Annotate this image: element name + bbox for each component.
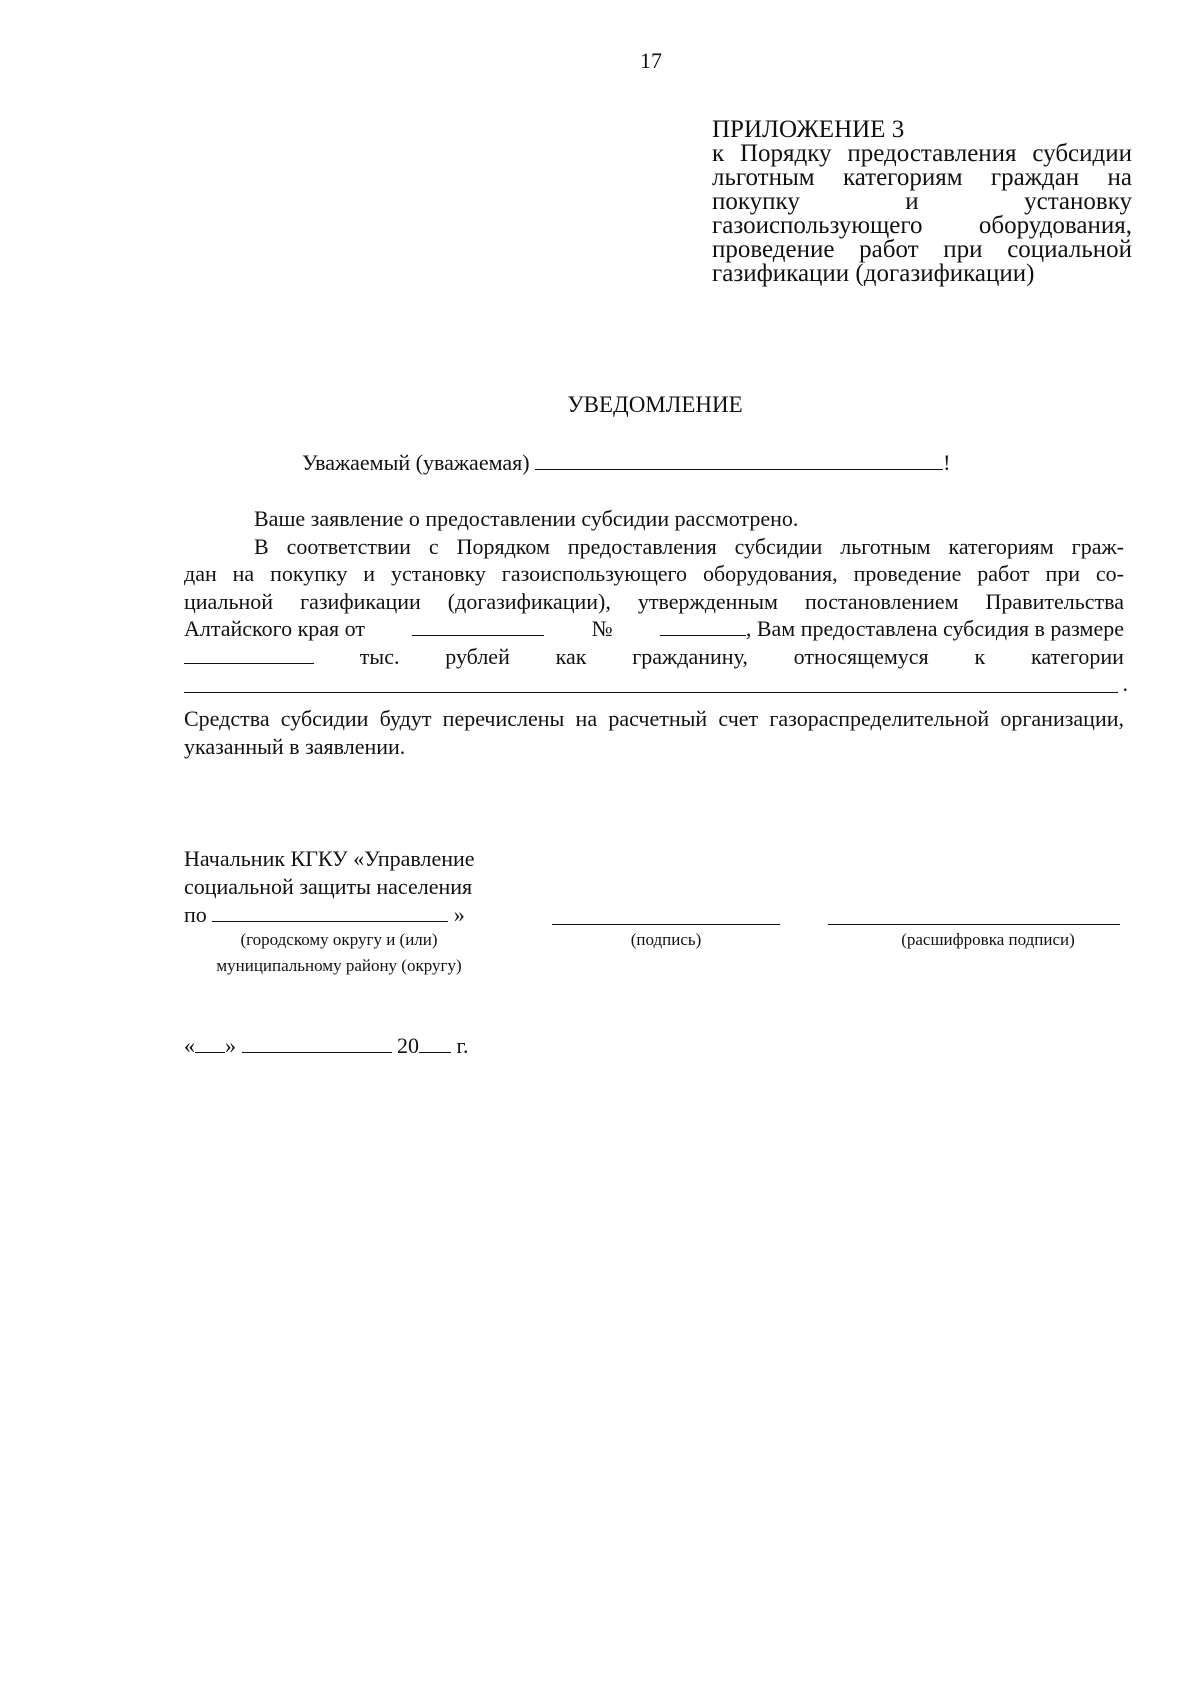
signature-decode-blank[interactable] xyxy=(828,923,1120,925)
category-blank[interactable] xyxy=(184,670,1128,696)
district-caption xyxy=(184,927,494,979)
recipient-name-blank[interactable] xyxy=(535,468,943,470)
paragraph-line xyxy=(184,643,1124,671)
closing-quote: » xyxy=(453,902,465,927)
paragraph-line: В соответствии с Порядком предоставления субсидии льготным категориям граж- xyxy=(254,533,1124,559)
appendix-header xyxy=(712,118,1132,286)
paragraph-line: циальной газификации (догазификации), утвержденным постановлением Правительства xyxy=(184,588,1124,614)
year-suffix: г. xyxy=(456,1033,469,1058)
document-title: УВЕДОМЛЕНИЕ xyxy=(567,392,743,417)
text-fragment xyxy=(660,615,1124,643)
decree-date-blank[interactable] xyxy=(412,634,544,636)
caption-line: (городскому округу и (или) xyxy=(240,930,438,949)
word: относящемуся xyxy=(793,643,929,669)
date-close-quote: » xyxy=(225,1033,236,1058)
signatory-line-1: Начальник КГКУ «Управление xyxy=(184,846,475,871)
text-fragment: , Вам предоставлена субсидия в размере xyxy=(745,616,1124,641)
signature-caption: (подпись) xyxy=(630,930,702,949)
word: гражданину, xyxy=(632,643,748,669)
signature-blank[interactable] xyxy=(552,923,780,925)
signature-decode-caption: (расшифровка подписи) xyxy=(901,930,1075,949)
date-open-quote: « xyxy=(184,1033,195,1058)
appendix-text: к Порядку предоставления субсидии льготным категориям граждан на покупку и установку газоиспользующего оборудования, проведение работ при социальной газификации (догазификации) xyxy=(712,140,1132,287)
paragraph-line xyxy=(184,615,1124,643)
number-sign: № xyxy=(591,616,613,641)
word: тыс. xyxy=(359,643,400,669)
appendix-title: ПРИЛОЖЕНИЕ 3 xyxy=(712,116,905,143)
paragraph-application-reviewed: Ваше заявление о предоставлении субсидии рассмотрено. xyxy=(254,506,799,531)
page-number: 17 xyxy=(640,48,662,73)
sentence-period: . xyxy=(1122,670,1128,696)
greeting-prefix: Уважаемый (уважаемая) xyxy=(302,450,530,475)
caption-line: муниципальному району (округу) xyxy=(216,956,462,975)
day-blank[interactable] xyxy=(195,1051,225,1053)
word: категории xyxy=(1030,643,1124,669)
greeting xyxy=(302,450,950,476)
signatory-line-2: социальной защиты населения xyxy=(184,874,473,899)
paragraph-line: дан на покупку и установку газоиспользующего оборудования, проведение работ при со- xyxy=(184,561,1124,586)
notification-body xyxy=(184,505,1128,760)
paragraph-funds-transfer: Средства субсидии будут перечислены на расчетный счет газораспределительной организации, указанный в заявлении. xyxy=(184,706,1124,759)
text-fragment: Алтайского края от xyxy=(184,616,365,641)
signatory-line-3 xyxy=(184,901,475,929)
decree-number-blank[interactable] xyxy=(660,634,746,636)
district-blank[interactable] xyxy=(212,920,448,922)
greeting-suffix: ! xyxy=(943,450,951,475)
word: рублей xyxy=(445,643,510,669)
word: к xyxy=(974,643,986,669)
year-prefix: 20 xyxy=(397,1033,419,1058)
signature-block xyxy=(184,845,475,929)
word: как xyxy=(555,643,587,669)
subsidy-amount-blank[interactable] xyxy=(184,662,314,664)
text-fragment: по xyxy=(184,902,207,927)
year-blank[interactable] xyxy=(419,1051,451,1053)
month-blank[interactable] xyxy=(242,1051,392,1053)
date-line xyxy=(184,1033,469,1059)
